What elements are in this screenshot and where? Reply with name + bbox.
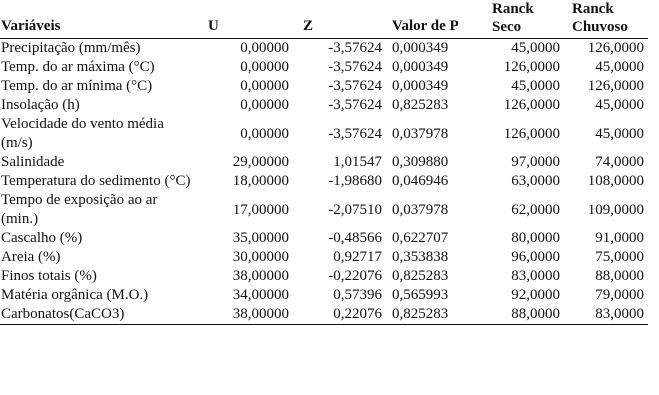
header-z: Z [303,18,314,34]
cell-ranck-chuvoso: 108,0000 [587,173,644,189]
cell-variable: Finos totais (%) [1,268,97,284]
cell-z: -0,22076 [328,268,382,284]
cell-ranck-chuvoso: 45,0000 [595,59,644,75]
cell-z: -3,57624 [328,59,382,75]
header-row [0,0,648,39]
cell-ranck-seco: 88,0000 [511,306,560,322]
cell-z: -3,57624 [328,97,382,113]
cell-z: -0,48566 [328,230,382,246]
cell-u: 38,00000 [232,306,289,322]
cell-p: 0,825283 [392,97,449,113]
cell-ranck-chuvoso: 126,0000 [587,78,644,94]
header-ranck-chuvoso-line1: Ranck [572,1,614,17]
table-row [0,286,648,305]
cell-ranck-seco: 83,0000 [511,268,560,284]
cell-p: 0,825283 [392,268,449,284]
cell-ranck-chuvoso: 79,0000 [595,287,644,303]
cell-variable: Salinidade [1,154,65,170]
cell-variable: Carbonatos(CaCO3) [1,306,125,322]
cell-ranck-chuvoso: 91,0000 [595,230,644,246]
cell-z: 0,92717 [333,249,382,265]
cell-u: 17,00000 [232,201,289,218]
table-row [0,305,648,325]
cell-variable: Precipitação (mm/mês) [1,40,141,56]
table-row [0,153,648,172]
cell-u: 0,00000 [240,125,289,142]
cell-ranck-chuvoso: 88,0000 [595,268,644,284]
cell-z: 1,01547 [333,154,382,170]
table-row [0,191,648,229]
cell-p: 0,565993 [392,287,449,303]
cell-u: 29,00000 [232,154,289,170]
cell-u: 38,00000 [232,268,289,284]
cell-ranck-chuvoso: 45,0000 [595,97,644,113]
cell-z: -1,98680 [328,173,382,189]
cell-u: 35,00000 [232,230,289,246]
cell-p: 0,309880 [392,154,449,170]
cell-ranck-chuvoso: 83,0000 [595,306,644,322]
cell-ranck-chuvoso: 45,0000 [595,125,644,142]
cell-p: 0,825283 [392,306,449,322]
cell-variable: Cascalho (%) [1,230,83,246]
cell-ranck-chuvoso: 109,0000 [587,201,644,218]
table-row [0,229,648,248]
cell-z: -3,57624 [328,78,382,94]
header-ranck-chuvoso [564,0,648,39]
header-u: U [208,18,219,34]
cell-p: 0,037978 [392,125,449,142]
cell-p: 0,000349 [392,40,449,56]
cell-ranck-seco: 45,0000 [511,78,560,94]
cell-u: 0,00000 [240,40,289,56]
cell-ranck-chuvoso: 126,0000 [587,40,644,56]
cell-z: -3,57624 [328,40,382,56]
cell-z: 0,22076 [333,306,382,322]
cell-u: 18,00000 [232,173,289,189]
cell-variable: Velocidade do vento média (m/s) [1,116,164,151]
cell-ranck-seco: 97,0000 [511,154,560,170]
cell-ranck-seco: 63,0000 [511,173,560,189]
cell-variable: Temp. do ar mínima (°C) [1,78,153,94]
cell-variable: Areia (%) [1,249,61,265]
table-row [0,115,648,153]
cell-p: 0,000349 [392,78,449,94]
cell-p: 0,037978 [392,201,449,218]
cell-z: 0,57396 [333,287,382,303]
cell-ranck-seco: 80,0000 [511,230,560,246]
cell-ranck-seco: 126,0000 [503,125,560,142]
cell-u: 0,00000 [240,97,289,113]
table-body [0,39,648,325]
cell-p: 0,046946 [392,173,449,189]
cell-p: 0,622707 [392,230,449,246]
cell-ranck-seco: 126,0000 [503,97,560,113]
cell-ranck-seco: 96,0000 [511,249,560,265]
header-variaveis: Variáveis [1,18,61,34]
table-row [0,267,648,286]
cell-ranck-chuvoso: 75,0000 [595,249,644,265]
header-ranck-seco-line2: Seco [492,19,522,35]
cell-ranck-chuvoso: 74,0000 [595,154,644,170]
table-row [0,248,648,267]
cell-variable: Matéria orgânica (M.O.) [1,287,149,303]
cell-u: 0,00000 [240,59,289,75]
cell-ranck-seco: 92,0000 [511,287,560,303]
cell-z: -3,57624 [328,125,382,142]
header-ranck-seco [479,0,564,39]
cell-variable: Temperatura do sedimento (°C) [1,173,191,189]
table-row [0,172,648,191]
cell-ranck-seco: 62,0000 [511,201,560,218]
table-row [0,96,648,115]
cell-variable: Temp. do ar máxima (°C) [1,59,155,75]
cell-p: 0,353838 [392,249,449,265]
cell-u: 34,00000 [232,287,289,303]
cell-u: 30,00000 [232,249,289,265]
cell-ranck-seco: 126,0000 [503,59,560,75]
header-ranck-chuvoso-line2: Chuvoso [572,19,628,35]
cell-p: 0,000349 [392,59,449,75]
header-ranck-seco-line1: Ranck [492,1,534,17]
table-row [0,77,648,96]
cell-u: 0,00000 [240,78,289,94]
table-row [0,58,648,77]
cell-z: -2,07510 [328,201,382,218]
table-row [0,39,648,59]
header-valor-p: Valor de P [392,18,459,34]
cell-variable: Tempo de exposição ao ar (min.) [1,192,158,227]
cell-ranck-seco: 45,0000 [511,40,560,56]
cell-variable: Insolação (h) [1,97,80,113]
